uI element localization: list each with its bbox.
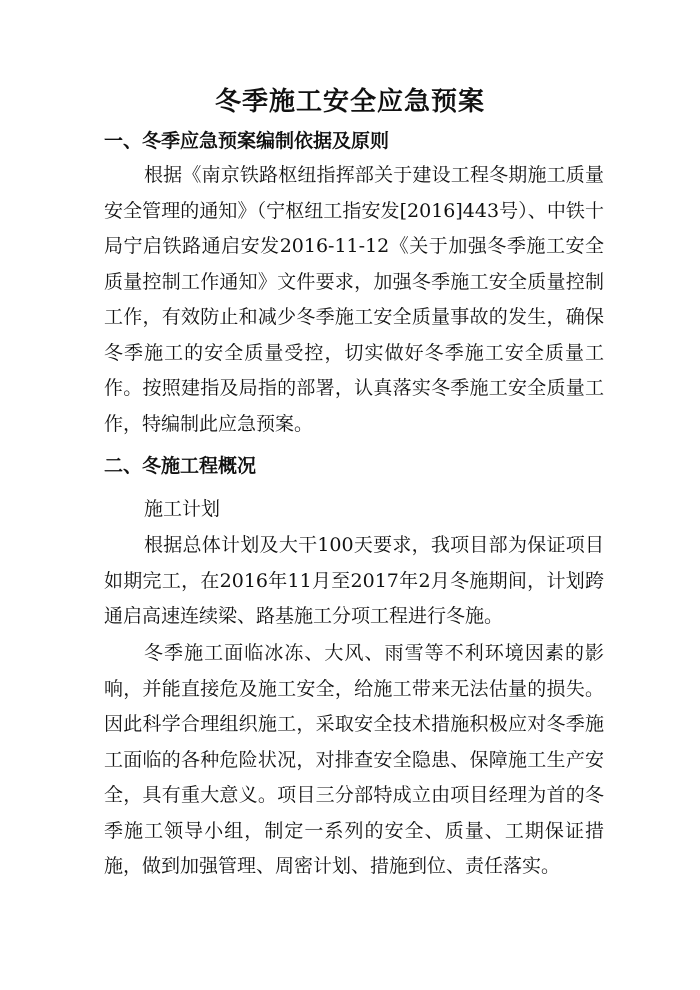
section-heading-basis: 一、冬季应急预案编制依据及原则: [104, 130, 390, 152]
document-title: 冬季施工安全应急预案: [214, 87, 485, 117]
subheading-construction-plan: 施工计划: [144, 498, 221, 520]
paragraph-risks: 冬季施工面临冰冻、大风、雨雪等不利环境因素的影响，并能直接危及施工安全，给施工带来无法估量的损失。因此科学合理组织施工，采取安全技术措施积极应对冬季施工面临的各种危险状况，对排查安全隐患、保障施工生产安全，具有重大意义。项目三分部特成立由项目经理为首的冬季施工领导小组，制定一系列的安全、质量、工期保证措施，做到加强管理、周密计划、措施到位、责任落实。: [104, 642, 604, 877]
section-heading-overview: 二、冬施工程概况: [104, 455, 257, 477]
paragraph-basis: 根据《南京铁路枢纽指挥部关于建设工程冬期施工质量安全管理的通知》（宁枢纽工指安发[2016]443号）、中铁十局宁启铁路通启安发2016-11-12《关于加强冬季施工安全质量控制工作通知》文件要求，加强冬季施工安全质量控制工作，有效防止和减少冬季施工安全质量事故的发生，确保冬季施工的安全质量受控，切实做好冬季施工安全质量工作。按照建指及局指的部署，认真落实冬季施工安全质量工作，特编制此应急预案。: [104, 164, 604, 435]
paragraph-plan: 根据总体计划及大干100天要求，我项目部为保证项目如期完工，在2016年11月至2017年2月冬施期间，计划跨通启高速连续梁、路基施工分项工程进行冬施。: [104, 534, 604, 627]
